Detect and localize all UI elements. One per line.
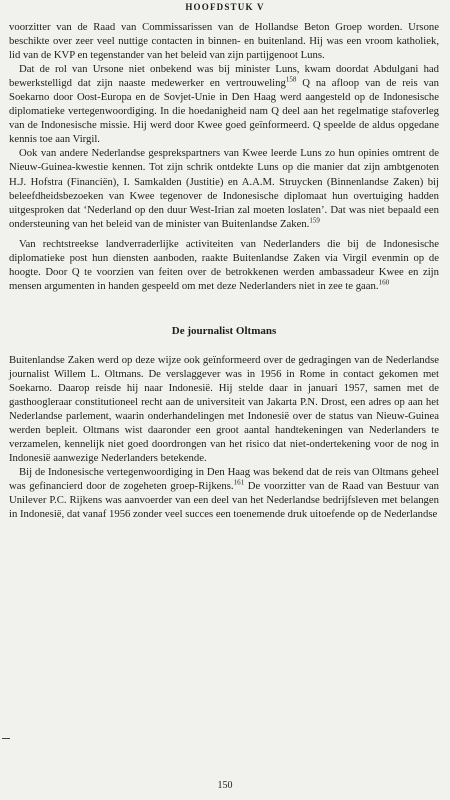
section-paragraph-1: Buitenlandse Zaken werd op deze wijze ook geïnformeerd over de gedragingen van de Nederlandse journalist Willem L. Oltmans. De verslaggever was in 1956 in Rome in contact gekomen met Soekarno. Daarop reisde hij naar Indonesië. Hij stelde daar in januari 1957, samen met de gasthoogleraar constitutioneel recht aan de universiteit van Jakarta P.N. Drost, een adres op aan het Nederlandse parlement, waarin onderhandelingen met Indonesië over de status van Nieuw-Guinea werden bepleit. Oltmans wist daaronder een groot aantal handtekeningen van Nederlanders te verzamelen, kennelijk niet goed doordrongen van het risico dat niet-ondertekening voor de nog in Indonesië aanwezige Nederlanders betekende. [9, 353, 439, 465]
paragraph-1: voorzitter van de Raad van Commissarissen van de Hollandse Beton Groep worden. Ursone beschikte over zeer veel nuttige contacten in binnen- en buitenland. Hij was een vroom katholiek, lid van de KVP en tegenstander van het beleid van zijn partijgenoot Luns. [9, 21, 439, 62]
footnote-ref-159: 159 [309, 216, 320, 225]
margin-mark [2, 738, 10, 739]
paragraph-2: Dat de rol van Ursone niet onbekend was bij minister Luns, kwam doordat Abdulgani had bewerkstelligd dat zijn naaste medewerker en vertrouweling$^{158}$ Q na afloop van de reis van Soekarno door Oost-Europa en de Sovjet-Unie in Den Haag werd aangesteld op de Indonesische diplomatieke vertegenwoordiging. In die hoedanigheid nam Q deel aan het regelmatige stafoverleg van de Indonesische missie. Hij werd door Kwee goed geïnformeerd. Q speelde de aldus opgedane kennis toe aan Virgil. [9, 63, 439, 146]
paragraph-3: Ook van andere Nederlandse gesprekspartners van Kwee leerde Luns zo hun opinies omtrent de Nieuw-Guinea-kwestie kennen. Tot zijn schrik ontdekte Luns op die manier dat zijn ambtgenoten H.J. Hofstra (Financiën), I. Samkalden (Justitie) en A.A.M. Struycken (Binnenlandse Zaken) bij beleefdheidsbezoeken van Kwee tegenover de Indonesische diplomaat hun overtuiging hadden uitgesproken dat ‘Nederland op den duur West-Irian zal moeten loslaten’. Dat was niet bepaald een ondersteuning van het beleid van de minister van Buitenlandse Zaken.$^{159}$ [9, 147, 439, 230]
paragraph-4: Van rechtstreekse landverraderlijke activiteiten van Nederlanders die bij de Indonesische diplomatieke post hun diensten aanboden, raakte Buitenlandse Zaken via Virgil evenmin op de hoogte. Door Q te voorzien van feiten over de betrokkenen werden ambassadeur Kwee en zijn mensen argumenten in handen gespeeld om met deze Nederlanders niet in zee te gaan.$^{160}$ [9, 237, 439, 292]
running-head: HOOFDSTUK V [185, 2, 265, 12]
body-text [9, 20, 439, 522]
footnote-ref-158: 158 [285, 75, 297, 84]
footnote-ref-160: 160 [378, 278, 390, 287]
page-number: 150 [217, 780, 233, 791]
section-title: De journalist Oltmans [171, 324, 277, 337]
section-paragraph-2: Bij de Indonesische vertegenwoordiging in Den Haag was bekend dat de reis van Oltmans geheel was gefinancierd door de zogeheten groep-Rijkens.$^{161}$ De voorzitter van de Raad van Bestuur van Unilever P.C. Rijkens was aanvoerder van een deel van het Nederlandse bedrijfsleven met belangen in Indonesië, dat vanaf 1956 zonder veel succes een toenemende druk uitoefende op de Nederlandse [9, 466, 439, 521]
footnote-ref-161: 161 [233, 478, 245, 487]
